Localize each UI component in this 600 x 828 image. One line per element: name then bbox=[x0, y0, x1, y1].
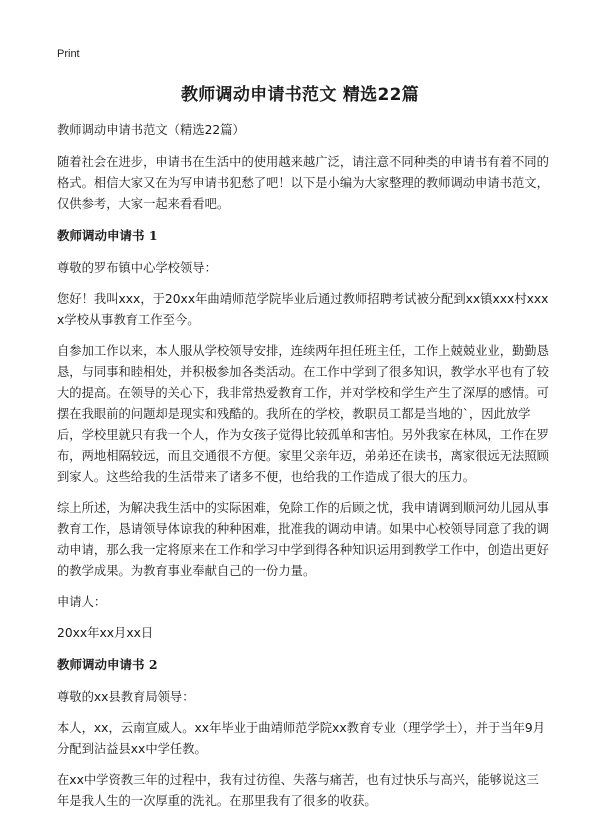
section-heading-2: 教师调动申请书 2 bbox=[57, 657, 158, 672]
salutation-1: 尊敬的罗布镇中心学校领导： bbox=[57, 261, 217, 275]
application-date: 20xx年xx月xx日 bbox=[57, 626, 154, 640]
section-1-paragraph-2: 自参加工作以来，本人服从学校领导安排，连续两年担任班主任，工作上兢兢业业，勤勤恳恳，与同事和睦相处，并积极参加各类活动。在工作中学到了很多知识，教学水平也有了较大的提高。在领导的关心下，我非常热爱教育工作，并对学校和学生产生了深厚的感情。可摆在我眼前的问题却是现实和残酷的。我所在的学校，教职员工都是当地的`，因此放学后，学校里就只有我一个人，作为女孩子觉得比较孤单和害怕。另外我家在林凤，工作在罗布，两地相隔较远，而且交通很不方便。家里父亲年迈，弟弟还在读书，离家很远无法照顾到家人。这些给我的生活带来了诸多不便，也给我的工作造成了很大的压力。 bbox=[57, 344, 549, 484]
section-1-paragraph-3: 综上所述，为解决我生活中的实际困难，免除工作的后顾之忧，我申请调到顺河幼儿园从事教育工作，恳请领导体谅我的种种困难，批准我的调动申请。如果中心校领导同意了我的调动申请，那么我一定将原来在工作和学习中学到得各种知识运用到教学工作中，创造出更好的教学成果。为教育事业奉献自己的一份力量。 bbox=[57, 501, 549, 578]
section-2-paragraph-1: 本人，xx，云南宣威人。xx年毕业于曲靖师范学院xx教育专业（理学学士），并于当年9月分配到沾益县xx中学任教。 bbox=[57, 721, 546, 756]
print-link[interactable]: Print bbox=[57, 48, 80, 60]
page-title: 教师调动申请书范文 精选22篇 bbox=[180, 85, 420, 105]
document-subtitle: 教师调动申请书范文（精选22篇） bbox=[57, 123, 245, 137]
salutation-2: 尊敬的xx县教育局领导： bbox=[57, 690, 195, 704]
section-heading-1: 教师调动申请书 1 bbox=[57, 228, 158, 243]
intro-paragraph: 随着社会在进步，申请书在生活中的使用越来越广泛，请注意不同种类的申请书有着不同的格式。相信大家又在为写申请书犯愁了吧！以下是小编为大家整理的教师调动申请书范文，仅供参考，大家一起来看看吧。 bbox=[57, 155, 549, 211]
applicant-label: 申请人： bbox=[57, 595, 107, 609]
section-1-paragraph-1: 您好！我叫xxx，于20xx年曲靖师范学院毕业后通过教师招聘考试被分配到xx镇xxx村xxxx学校从事教育工作至今。 bbox=[57, 292, 549, 327]
document-body bbox=[57, 120, 549, 822]
section-2-paragraph-2: 在xx中学资教三年的过程中，我有过彷徨、失落与痛苦，也有过快乐与高兴，能够说这三年是我人生的一次厚重的洗礼。在那里我有了很多的收获。 bbox=[57, 773, 539, 808]
